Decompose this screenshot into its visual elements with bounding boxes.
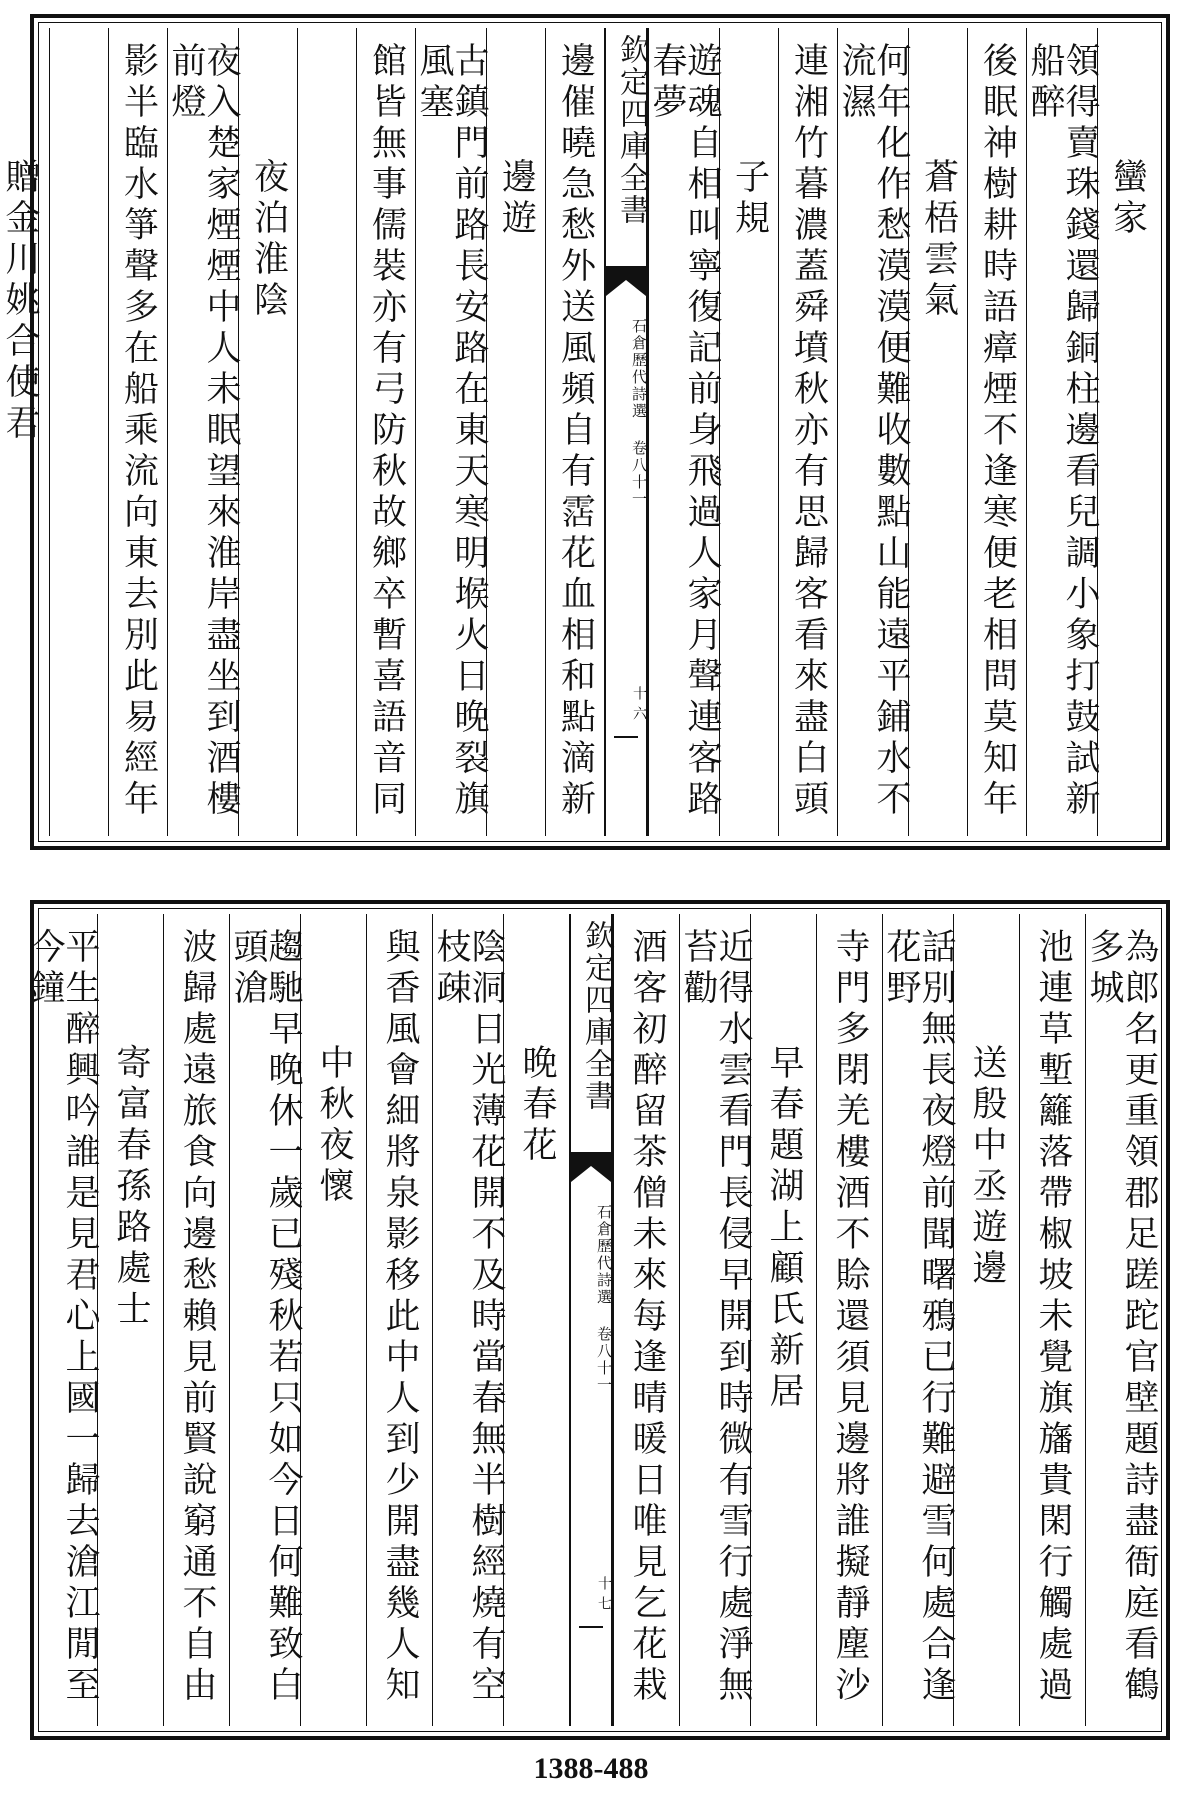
spine-title: 欽定四庫全書 [579, 920, 614, 1112]
poem-line: 何年化作愁漠漠便難收數點山能遠平鋪水不流濕 [837, 28, 908, 836]
poem-line: 趨馳早晚休一歲已殘秋若只如今日何難致白頭滄 [229, 914, 300, 1726]
spine-book-info: 石倉歷代詩選 卷八十一 [595, 1204, 613, 1394]
poem-title: 晚春花 [503, 914, 569, 1726]
poem-line: 連湘竹暮濃蓋舜墳秋亦有思歸客看來盡白頭 [778, 28, 837, 836]
poem-line: 館皆無事儒裝亦有弓防秋故鄉卒暫喜語音同 [356, 28, 415, 836]
spine-book-info: 石倉歷代詩選 卷八十一 [630, 318, 648, 508]
poem-title: 蠻家 [1097, 28, 1156, 836]
top-page [0, 14, 1170, 850]
poem-line: 邊催曉急愁外送風頻自有霑花血相和點滴新 [545, 28, 604, 836]
top-columns [0, 28, 1156, 836]
poem-line: 波歸處遠旅食向邊愁賴見前賢說窮通不自由 [163, 914, 229, 1726]
poem-line: 酒客初醉留茶僧未來每逢晴暖日唯見乞花栽 [613, 914, 679, 1726]
spine-rule [614, 736, 638, 738]
poem-line: 遊魂自相叫寧復記前身飛過人家月聲連客路春夢 [648, 28, 719, 836]
blank-column [49, 28, 108, 836]
poem-title: 子規 [719, 28, 778, 836]
poem-line: 後眠神樹耕時語瘴煙不逢寒便老相問莫知年 [967, 28, 1026, 836]
spine-column [604, 28, 648, 836]
poem-title: 邊遊 [486, 28, 545, 836]
bottom-columns [25, 914, 1159, 1726]
spine-column [569, 914, 613, 1726]
spine-title: 欽定四庫全書 [614, 34, 649, 226]
poem-line: 為郎名更重領郡足蹉跎官壁題詩盡衙庭看鶴多城 [1085, 914, 1156, 1726]
poem-line: 影半臨水箏聲多在船乘流向東去別此易經年 [108, 28, 167, 836]
poem-title: 夜泊淮陰 [238, 28, 297, 836]
spine-rule [579, 1626, 603, 1628]
poem-line: 陰洞日光薄花開不及時當春無半樹經燒有空枝疎 [432, 914, 503, 1726]
poem-line: 夜入楚家煙煙中人未眠望來淮岸盡坐到酒樓前燈 [167, 28, 238, 836]
poem-line: 話別無長夜燈前聞曙鴉已行難避雪何處合逢花野 [882, 914, 953, 1726]
poem-line: 古鎮門前路長安路在東天寒明堠火日晚裂旗風塞 [415, 28, 486, 836]
poem-title: 早春題湖上顧氏新居 [750, 914, 816, 1726]
spine-page-number: 十六 [631, 686, 647, 726]
poem-line: 近得水雲看門長侵早開到時微有雪行處淨無苔勸 [679, 914, 750, 1726]
poem-line: 領得賣珠錢還歸銅柱邊看兒調小象打鼓試新船醉 [1026, 28, 1097, 836]
poem-title: 送殷中丞遊邊 [953, 914, 1019, 1726]
poem-title: 贈金川姚合使君 [0, 158, 40, 445]
spine-page-number: 十七 [596, 1576, 612, 1616]
poem-line: 與香風會細將泉影移此中人到少開盡幾人知 [366, 914, 432, 1726]
poem-line: 池連草塹籬落帶椒坡未覺旗旛貴閑行觸處過 [1019, 914, 1085, 1726]
page-code: 1388-488 [533, 1752, 649, 1785]
bottom-page [25, 900, 1170, 1740]
poem-title: 蒼梧雲氣 [908, 28, 967, 836]
poem-title: 中秋夜懷 [300, 914, 366, 1726]
poem-title: 寄富春孫路處士 [97, 914, 163, 1726]
fishtail-mark [571, 1152, 611, 1182]
poem-line: 寺門多閉羌樓酒不賒還須見邊將誰擬靜塵沙 [816, 914, 882, 1726]
fishtail-mark [606, 266, 646, 296]
poem-line: 平生醉興吟誰是見君心上國一歸去滄江閒至今鐘 [25, 928, 100, 1707]
blank-column [297, 28, 356, 836]
